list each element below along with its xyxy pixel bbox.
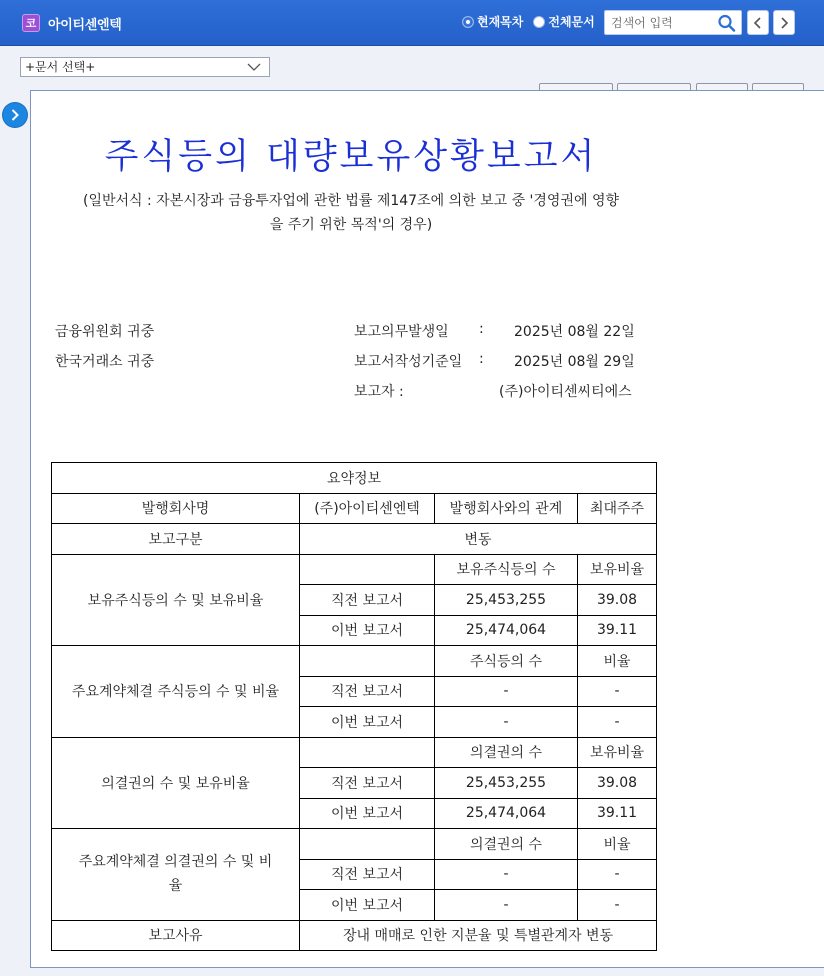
subtitle-line-2: 을 주기 위한 목적'의 경우) — [269, 217, 433, 233]
prev-report-label: 직전 보고서 — [300, 768, 435, 799]
relation-label: 발행회사와의 관계 — [435, 493, 578, 524]
curr-report-label: 이번 보고서 — [300, 798, 435, 829]
column-header: 비율 — [578, 829, 657, 860]
issuer-name: (주)아이티센엔텍 — [300, 493, 435, 524]
column-header: 주식등의 수 — [435, 646, 578, 677]
curr-value-1: 25,474,064 — [435, 615, 578, 646]
summary-caption: 요약정보 — [52, 463, 657, 494]
empty-cell — [300, 646, 435, 677]
table-row — [52, 493, 657, 524]
recipient-fsc: 금융위원회 귀중 — [55, 324, 155, 340]
relation-value: 최대주주 — [578, 493, 657, 524]
document-page — [30, 90, 824, 968]
table-row — [52, 554, 657, 585]
table-row — [52, 920, 657, 951]
document-select[interactable] — [20, 57, 270, 77]
prev-value-1: - — [435, 859, 578, 890]
curr-value-1: - — [435, 707, 578, 738]
report-type-label: 보고구분 — [52, 524, 300, 555]
empty-cell — [300, 737, 435, 768]
prev-value-2: - — [578, 676, 657, 707]
table-row — [52, 646, 657, 677]
column-header: 보유비율 — [578, 554, 657, 585]
section-label-text: 주요계약체결 의결권의 수 및 비율 — [78, 854, 273, 895]
prev-value-1: - — [435, 676, 578, 707]
document-subtitle — [51, 189, 651, 237]
reason-label: 보고사유 — [52, 920, 300, 951]
document-select-value: +문서 선택+ — [25, 60, 96, 74]
company-name: 아이티센엔텍 — [48, 17, 122, 33]
issuer-label: 발행회사명 — [52, 493, 300, 524]
empty-cell — [300, 829, 435, 860]
search-scope — [462, 13, 605, 30]
recipient-krx: 한국거래소 귀중 — [55, 354, 155, 370]
column-header: 비율 — [578, 646, 657, 677]
empty-cell — [300, 554, 435, 585]
report-type-value: 변동 — [300, 524, 657, 555]
curr-report-label: 이번 보고서 — [300, 890, 435, 921]
section-label: 보유주식등의 수 및 보유비율 — [52, 554, 300, 646]
base-date-value: 2025년 08월 29일 — [514, 354, 635, 370]
reason-value: 장내 매매로 인한 지분율 및 특별관계자 변동 — [300, 920, 657, 951]
curr-report-label: 이번 보고서 — [300, 615, 435, 646]
search-box — [604, 10, 742, 35]
column-header: 보유비율 — [578, 737, 657, 768]
table-row — [52, 737, 657, 768]
prev-report-label: 직전 보고서 — [300, 585, 435, 616]
sidebar-toggle-button[interactable] — [3, 103, 27, 127]
prev-value-2: 39.08 — [578, 768, 657, 799]
column-header: 의결권의 수 — [435, 737, 578, 768]
curr-value-2: 39.11 — [578, 615, 657, 646]
chevron-right-icon — [10, 109, 20, 121]
obligation-date-label: 보고의무발생일 — [354, 324, 449, 340]
radio-unselected-icon[interactable] — [533, 16, 545, 28]
table-row — [52, 524, 657, 555]
table-row — [52, 463, 657, 494]
curr-value-2: 39.11 — [578, 798, 657, 829]
obligation-date-separator: : — [479, 321, 484, 337]
prev-result-button[interactable] — [747, 10, 769, 35]
curr-value-2: - — [578, 707, 657, 738]
prev-value-1: 25,453,255 — [435, 768, 578, 799]
company-brand[interactable] — [22, 12, 122, 34]
subtitle-line-1: (일반서식 : 자본시장과 금융투자업에 관한 법률 제147조에 의한 보고 중 '경영권에 영향 — [83, 193, 619, 209]
radio-selected-icon[interactable] — [462, 16, 474, 28]
chevron-left-icon — [753, 17, 763, 29]
search-input[interactable] — [611, 14, 715, 32]
prev-value-2: 39.08 — [578, 585, 657, 616]
company-badge-icon: 코 — [22, 14, 40, 32]
base-date-label: 보고서작성기준일 — [354, 354, 463, 370]
prev-value-2: - — [578, 859, 657, 890]
obligation-date-value: 2025년 08월 22일 — [514, 324, 635, 340]
curr-value-1: - — [435, 890, 578, 921]
search-icon[interactable] — [717, 14, 737, 32]
section-label: 주요계약체결 주식등의 수 및 비율 — [52, 646, 300, 738]
column-header: 의결권의 수 — [435, 829, 578, 860]
next-result-button[interactable] — [773, 10, 795, 35]
top-bar — [0, 0, 824, 46]
chevron-right-icon — [779, 17, 789, 29]
summary-table — [51, 462, 657, 951]
curr-report-label: 이번 보고서 — [300, 707, 435, 738]
curr-value-1: 25,474,064 — [435, 798, 578, 829]
section-label — [52, 829, 300, 921]
radio-current-toc-label: 현재목차 — [477, 15, 524, 29]
column-header: 보유주식등의 수 — [435, 554, 578, 585]
table-row — [52, 829, 657, 860]
reporter-name: (주)아이티센씨티에스 — [499, 384, 632, 400]
prev-value-1: 25,453,255 — [435, 585, 578, 616]
chevron-down-icon — [247, 61, 261, 73]
section-label: 의결권의 수 및 보유비율 — [52, 737, 300, 829]
radio-all-docs-label: 전체문서 — [548, 15, 595, 29]
reporter-label: 보고자 : — [354, 384, 404, 400]
radio-all-docs[interactable] — [533, 13, 594, 30]
document-title: 주식등의 대량보유상황보고서 — [104, 137, 598, 177]
curr-value-2: - — [578, 890, 657, 921]
radio-current-toc[interactable] — [462, 13, 523, 30]
prev-report-label: 직전 보고서 — [300, 676, 435, 707]
prev-report-label: 직전 보고서 — [300, 859, 435, 890]
base-date-separator: : — [479, 351, 484, 367]
